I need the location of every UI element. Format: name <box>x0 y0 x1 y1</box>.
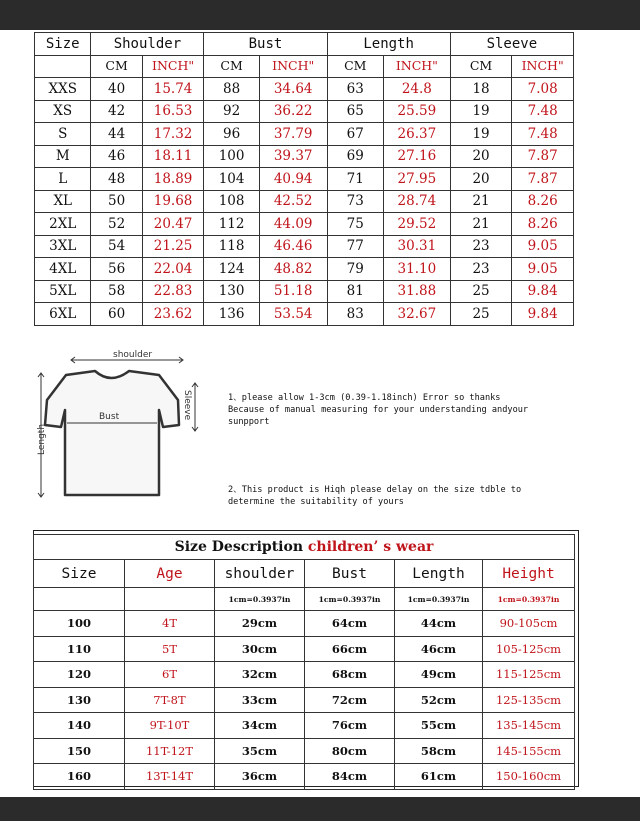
unit-inch: INCH" <box>142 55 204 78</box>
kids-cell-bust: 68cm <box>305 662 395 688</box>
cell-sleeve-in: 9.84 <box>512 280 574 303</box>
kids-cell-age: 5T <box>125 636 215 662</box>
kids-cell-length: 58cm <box>395 738 483 764</box>
kids-cell-height: 145-155cm <box>483 738 575 764</box>
shoulder-label: shoulder <box>113 350 153 360</box>
cell-length-cm: 69 <box>327 145 383 168</box>
cell-sleeve-cm: 23 <box>450 258 512 281</box>
kids-cell-shoulder: 32cm <box>215 662 305 688</box>
kids-cell-bust: 76cm <box>305 713 395 739</box>
kids-cell-bust: 84cm <box>305 764 395 790</box>
cell-bust-in: 44.09 <box>259 213 327 236</box>
table-row <box>35 145 574 168</box>
cell-shoulder-in: 23.62 <box>142 303 204 326</box>
kids-header-bust: Bust <box>305 560 395 588</box>
cell-shoulder-cm: 46 <box>91 145 142 168</box>
kids-cell-bust: 80cm <box>305 738 395 764</box>
cell-bust-cm: 118 <box>204 235 259 258</box>
kids-cell-age: 13T-14T <box>125 764 215 790</box>
table-row <box>35 123 574 146</box>
header-shoulder: Shoulder <box>91 33 204 56</box>
cell-size: S <box>35 123 91 146</box>
cell-size: 5XL <box>35 280 91 303</box>
kids-cell-height: 125-135cm <box>483 687 575 713</box>
cell-bust-in: 42.52 <box>259 190 327 213</box>
kids-cell-shoulder: 35cm <box>215 738 305 764</box>
title-red: children’ s wear <box>307 539 434 555</box>
cell-sleeve-in: 7.08 <box>512 78 574 101</box>
cell-bust-cm: 96 <box>204 123 259 146</box>
cell-bust-in: 53.54 <box>259 303 327 326</box>
cell-sleeve-in: 7.87 <box>512 168 574 191</box>
cell-bust-in: 36.22 <box>259 100 327 123</box>
table-row <box>34 738 575 764</box>
kids-cell-age: 9T-10T <box>125 713 215 739</box>
cell-bust-cm: 112 <box>204 213 259 236</box>
kids-cell-size: 150 <box>34 738 125 764</box>
kids-cell-size: 130 <box>34 687 125 713</box>
cell-size: 3XL <box>35 235 91 258</box>
cell-shoulder-cm: 58 <box>91 280 142 303</box>
cell-length-in: 27.16 <box>384 145 451 168</box>
cell-length-in: 31.10 <box>384 258 451 281</box>
kids-header-height: Height <box>483 560 575 588</box>
kids-header-length: Length <box>395 560 483 588</box>
adult-unit-row <box>35 55 574 78</box>
tshirt-measurement-icon <box>33 345 233 515</box>
kids-cell-shoulder: 29cm <box>215 611 305 637</box>
cell-shoulder-in: 16.53 <box>142 100 204 123</box>
cell-shoulder-cm: 54 <box>91 235 142 258</box>
title-black: Size Description <box>174 539 304 555</box>
cell-bust-in: 48.82 <box>259 258 327 281</box>
cell-bust-cm: 124 <box>204 258 259 281</box>
kids-cell-length: 46cm <box>395 636 483 662</box>
cell-bust-in: 37.79 <box>259 123 327 146</box>
cell-length-in: 24.8 <box>384 78 451 101</box>
table-row <box>35 78 574 101</box>
kids-cell-height: 90-105cm <box>483 611 575 637</box>
kids-cell-age: 7T-8T <box>125 687 215 713</box>
unit-cm: CM <box>91 55 142 78</box>
kids-cell-length: 52cm <box>395 687 483 713</box>
kids-cell-length: 49cm <box>395 662 483 688</box>
note-1-line-1: 1、please allow 1-3cm (0.39-1.18inch) Error so thanks <box>228 393 501 403</box>
cell-sleeve-in: 9.05 <box>512 258 574 281</box>
cell-size: 6XL <box>35 303 91 326</box>
kids-cell-shoulder: 36cm <box>215 764 305 790</box>
kids-cell-size: 110 <box>34 636 125 662</box>
unit-blank <box>35 55 91 78</box>
cell-length-cm: 75 <box>327 213 383 236</box>
cell-bust-cm: 136 <box>204 303 259 326</box>
cell-shoulder-in: 18.11 <box>142 145 204 168</box>
note-2-line-1: 2、This product is Hiqh please delay on the size tdble to <box>228 485 522 495</box>
cell-length-cm: 77 <box>327 235 383 258</box>
kids-cell-shoulder: 30cm <box>215 636 305 662</box>
note-2-line-2: determine the suitability of yours <box>228 497 404 507</box>
unit-blank <box>34 588 125 611</box>
header-sleeve: Sleeve <box>450 33 573 56</box>
unit-cm: CM <box>327 55 383 78</box>
cell-length-in: 28.74 <box>384 190 451 213</box>
note-1-line-2: Because of manual measuring for your understanding andyour <box>228 405 529 415</box>
cell-bust-in: 34.64 <box>259 78 327 101</box>
table-row <box>35 258 574 281</box>
unit-note: 1cm=0.3937in <box>483 588 575 611</box>
cell-shoulder-cm: 50 <box>91 190 142 213</box>
table-row <box>35 190 574 213</box>
cell-length-cm: 79 <box>327 258 383 281</box>
cell-shoulder-in: 19.68 <box>142 190 204 213</box>
unit-cm: CM <box>450 55 512 78</box>
table-row <box>34 764 575 790</box>
cell-length-cm: 65 <box>327 100 383 123</box>
cell-size: XL <box>35 190 91 213</box>
cell-shoulder-in: 17.32 <box>142 123 204 146</box>
cell-sleeve-in: 7.87 <box>512 145 574 168</box>
kids-cell-height: 115-125cm <box>483 662 575 688</box>
cell-length-cm: 81 <box>327 280 383 303</box>
cell-length-in: 26.37 <box>384 123 451 146</box>
cell-shoulder-in: 18.89 <box>142 168 204 191</box>
cell-sleeve-cm: 18 <box>450 78 512 101</box>
cell-sleeve-cm: 25 <box>450 280 512 303</box>
cell-bust-cm: 104 <box>204 168 259 191</box>
cell-shoulder-in: 21.25 <box>142 235 204 258</box>
header-size: Size <box>35 33 91 56</box>
kids-cell-length: 55cm <box>395 713 483 739</box>
kids-cell-bust: 66cm <box>305 636 395 662</box>
cell-sleeve-in: 9.84 <box>512 303 574 326</box>
kids-header-size: Size <box>34 560 125 588</box>
children-table-title <box>34 535 575 560</box>
kids-header-age: Age <box>125 560 215 588</box>
cell-size: M <box>35 145 91 168</box>
cell-bust-in: 51.18 <box>259 280 327 303</box>
unit-inch: INCH" <box>512 55 574 78</box>
cell-shoulder-cm: 60 <box>91 303 142 326</box>
cell-size: XS <box>35 100 91 123</box>
cell-bust-cm: 92 <box>204 100 259 123</box>
kids-cell-bust: 64cm <box>305 611 395 637</box>
cell-bust-in: 39.37 <box>259 145 327 168</box>
cell-sleeve-in: 7.48 <box>512 123 574 146</box>
cell-length-in: 31.88 <box>384 280 451 303</box>
kids-cell-shoulder: 33cm <box>215 687 305 713</box>
cell-shoulder-in: 22.04 <box>142 258 204 281</box>
cell-size: XXS <box>35 78 91 101</box>
table-row <box>34 687 575 713</box>
cell-bust-in: 40.94 <box>259 168 327 191</box>
children-header-row <box>34 560 575 588</box>
cell-sleeve-in: 9.05 <box>512 235 574 258</box>
cell-sleeve-cm: 20 <box>450 145 512 168</box>
table-row <box>35 280 574 303</box>
table-row <box>35 100 574 123</box>
kids-cell-size: 100 <box>34 611 125 637</box>
cell-shoulder-cm: 44 <box>91 123 142 146</box>
cell-sleeve-cm: 25 <box>450 303 512 326</box>
cell-length-cm: 73 <box>327 190 383 213</box>
table-row <box>34 713 575 739</box>
cell-length-in: 25.59 <box>384 100 451 123</box>
unit-note: 1cm=0.3937in <box>215 588 305 611</box>
cell-bust-cm: 88 <box>204 78 259 101</box>
cell-size: 2XL <box>35 213 91 236</box>
cell-sleeve-cm: 21 <box>450 213 512 236</box>
cell-length-in: 32.67 <box>384 303 451 326</box>
kids-cell-height: 105-125cm <box>483 636 575 662</box>
cell-length-in: 30.31 <box>384 235 451 258</box>
size-notes <box>228 392 588 508</box>
kids-cell-bust: 72cm <box>305 687 395 713</box>
cell-shoulder-cm: 52 <box>91 213 142 236</box>
cell-length-in: 27.95 <box>384 168 451 191</box>
children-unit-row <box>34 588 575 611</box>
cell-sleeve-in: 8.26 <box>512 213 574 236</box>
length-label: Length <box>37 423 47 455</box>
unit-note: 1cm=0.3937in <box>395 588 483 611</box>
adult-header-row <box>35 33 574 56</box>
unit-inch: INCH" <box>259 55 327 78</box>
kids-header-shoulder: shoulder <box>215 560 305 588</box>
cell-shoulder-in: 20.47 <box>142 213 204 236</box>
cell-shoulder-cm: 56 <box>91 258 142 281</box>
cell-sleeve-cm: 20 <box>450 168 512 191</box>
table-row <box>34 636 575 662</box>
unit-inch: INCH" <box>384 55 451 78</box>
kids-cell-length: 44cm <box>395 611 483 637</box>
cell-sleeve-cm: 23 <box>450 235 512 258</box>
cell-shoulder-in: 22.83 <box>142 280 204 303</box>
cell-shoulder-in: 15.74 <box>142 78 204 101</box>
table-row <box>35 213 574 236</box>
adult-size-table <box>34 32 574 326</box>
cell-shoulder-cm: 48 <box>91 168 142 191</box>
table-row <box>34 611 575 637</box>
cell-length-cm: 83 <box>327 303 383 326</box>
unit-note: 1cm=0.3937in <box>305 588 395 611</box>
cell-bust-cm: 130 <box>204 280 259 303</box>
cell-length-cm: 63 <box>327 78 383 101</box>
cell-sleeve-cm: 19 <box>450 123 512 146</box>
top-dark-bar <box>0 0 640 30</box>
cell-sleeve-cm: 19 <box>450 100 512 123</box>
table-row <box>35 303 574 326</box>
kids-cell-length: 61cm <box>395 764 483 790</box>
cell-length-cm: 71 <box>327 168 383 191</box>
kids-cell-age: 6T <box>125 662 215 688</box>
cell-bust-cm: 108 <box>204 190 259 213</box>
bust-label: Bust <box>99 412 120 422</box>
cell-sleeve-cm: 21 <box>450 190 512 213</box>
unit-cm: CM <box>204 55 259 78</box>
cell-bust-cm: 100 <box>204 145 259 168</box>
unit-blank <box>125 588 215 611</box>
kids-cell-size: 120 <box>34 662 125 688</box>
kids-cell-age: 4T <box>125 611 215 637</box>
cell-sleeve-in: 8.26 <box>512 190 574 213</box>
cell-length-in: 29.52 <box>384 213 451 236</box>
cell-size: 4XL <box>35 258 91 281</box>
header-length: Length <box>327 33 450 56</box>
kids-cell-size: 160 <box>34 764 125 790</box>
children-size-table <box>33 534 575 790</box>
table-row <box>35 168 574 191</box>
header-bust: Bust <box>204 33 327 56</box>
kids-cell-shoulder: 34cm <box>215 713 305 739</box>
cell-length-cm: 67 <box>327 123 383 146</box>
table-row <box>35 235 574 258</box>
kids-cell-height: 135-145cm <box>483 713 575 739</box>
bottom-dark-bar <box>0 797 640 821</box>
cell-sleeve-in: 7.48 <box>512 100 574 123</box>
sleeve-label: Sleeve <box>182 390 192 421</box>
cell-bust-in: 46.46 <box>259 235 327 258</box>
note-1-line-3: sunpport <box>228 417 270 427</box>
kids-cell-age: 11T-12T <box>125 738 215 764</box>
children-title-row <box>34 535 575 560</box>
kids-cell-height: 150-160cm <box>483 764 575 790</box>
table-row <box>34 662 575 688</box>
cell-shoulder-cm: 42 <box>91 100 142 123</box>
cell-shoulder-cm: 40 <box>91 78 142 101</box>
cell-size: L <box>35 168 91 191</box>
kids-cell-size: 140 <box>34 713 125 739</box>
